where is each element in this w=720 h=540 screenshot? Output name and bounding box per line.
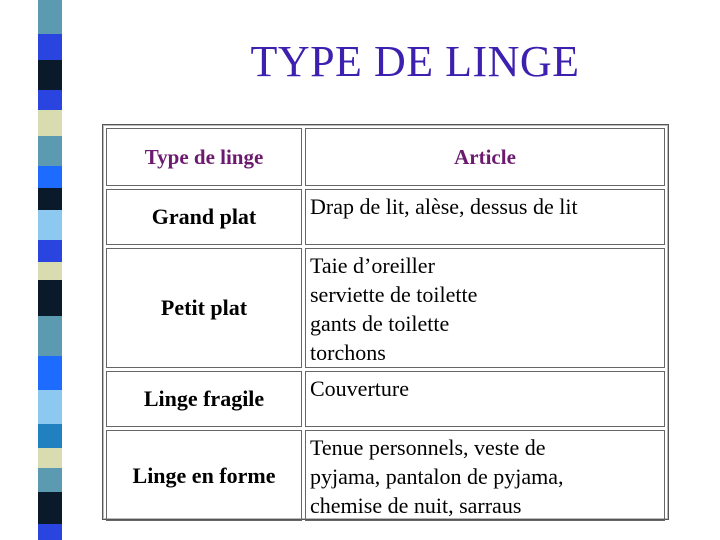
- stripe-block: [38, 210, 62, 240]
- stripe-block: [38, 492, 62, 524]
- row-type: Linge fragile: [106, 371, 302, 427]
- stripe-block: [38, 240, 62, 262]
- article-line: Tenue personnels, veste de: [310, 435, 546, 460]
- header-type: Type de linge: [106, 128, 302, 186]
- article-line: torchons: [310, 340, 386, 365]
- stripe-block: [38, 166, 62, 188]
- table-row: [106, 371, 665, 427]
- stripe-block: [38, 448, 62, 468]
- row-type: Grand plat: [106, 189, 302, 245]
- article-line: pyjama, pantalon de pyjama,: [310, 464, 564, 489]
- stripe-block: [38, 188, 62, 210]
- stripe-block: [38, 280, 62, 316]
- stripe-block: [38, 390, 62, 424]
- stripe-block: [38, 34, 62, 60]
- row-article: [305, 248, 665, 368]
- row-type: Linge en forme: [106, 430, 302, 521]
- table-header-row: [106, 128, 665, 186]
- table-row: [106, 430, 665, 521]
- row-type: Petit plat: [106, 248, 302, 368]
- stripe-block: [38, 316, 62, 356]
- article-line: gants de toilette: [310, 311, 450, 336]
- row-article: [305, 371, 665, 427]
- article-line: Drap de lit, alèse, dessus de lit: [310, 194, 578, 219]
- stripe-block: [38, 60, 62, 90]
- header-article: Article: [305, 128, 665, 186]
- stripe-block: [38, 0, 62, 34]
- article-line: serviette de toilette: [310, 282, 478, 307]
- table-row: [106, 189, 665, 245]
- row-article: [305, 430, 665, 521]
- stripe-block: [38, 262, 62, 280]
- stripe-block: [38, 524, 62, 540]
- linen-table: [102, 124, 669, 520]
- slide-title: TYPE DE LINGE: [250, 37, 580, 86]
- stripe-block: [38, 110, 62, 136]
- stripe-block: [38, 356, 62, 390]
- row-article: [305, 189, 665, 245]
- article-line: Couverture: [310, 376, 409, 401]
- stripe-block: [38, 468, 62, 492]
- stripe-block: [38, 136, 62, 166]
- table-row: [106, 248, 665, 368]
- article-line: chemise de nuit, sarraus: [310, 493, 522, 518]
- article-line: Taie d’oreiller: [310, 253, 435, 278]
- stripe-block: [38, 90, 62, 110]
- decorative-stripe: [0, 0, 66, 540]
- stripe-block: [38, 424, 62, 448]
